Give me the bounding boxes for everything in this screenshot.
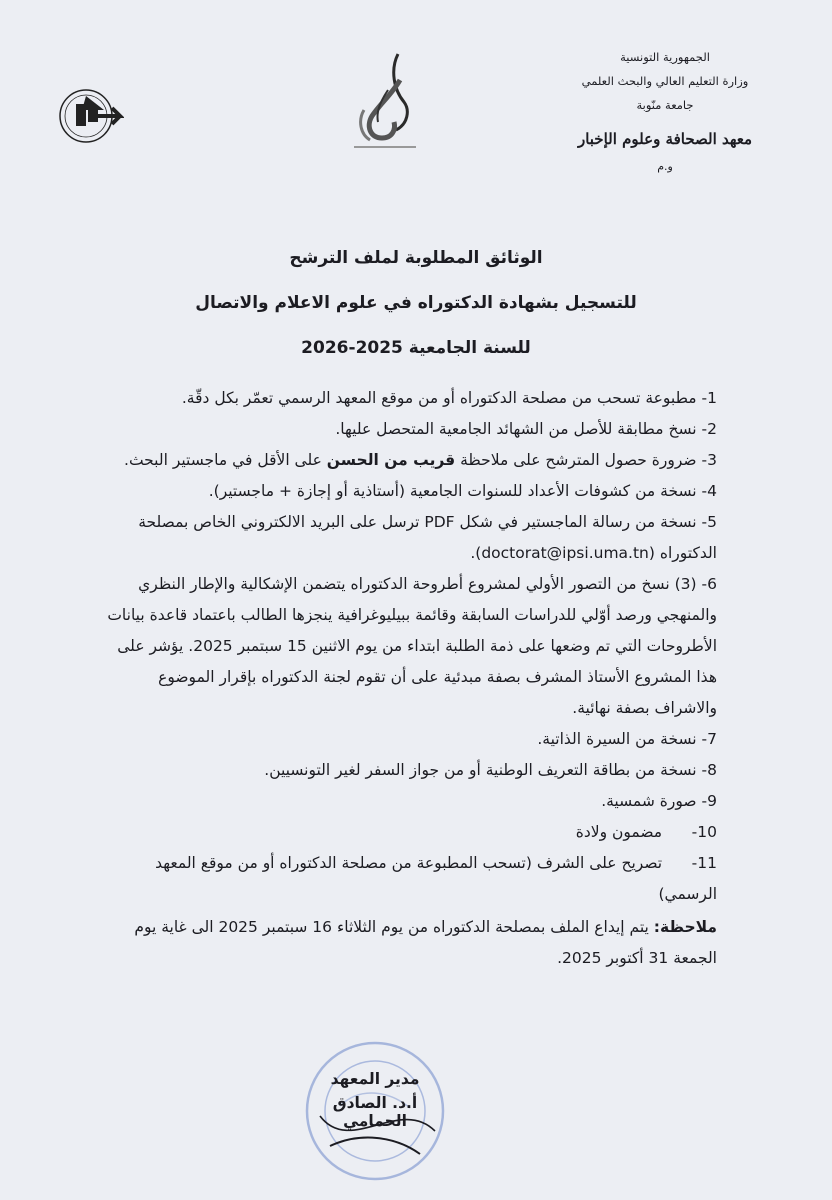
list-item [92,507,717,569]
list-item [92,786,717,817]
item-text: (3) نسخ من التصور الأولي لمشروع أطروحة الدكتوراه يتضمن الإشكالية والإطار النظري والمنهجي ورصد أوّلي للدراسات السابقة وقائمة ببيليوغرافية ينجزها الطالب باعتماد قاعدة بيانات الأطروحات التي تم وضعها على ذمة الطلبة ابتداء من يوم الاثنين 15 سبتمبر 2025. يؤشر على هذا المشروع الأستاذ المشرف بصفة مبدئية على أن تقوم لجنة الدكتوراه بإقرار الموضوع والاشراف بصفة نهائية. [107,575,717,717]
note-paragraph [92,912,717,974]
list-item [92,476,717,507]
item-text: مضمون ولادة [575,823,663,841]
requirements-list [92,383,717,974]
item-number: 2- [701,420,717,438]
item-text: نسخة من بطاقة التعريف الوطنية أو من جواز السفر لغير التونسيين. [264,761,697,779]
header-block [550,50,780,173]
item-text: مطبوعة تسحب من مصلحة الدكتوراه أو من موقع المعهد الرسمي تعمّر بكل دقّة. [181,389,697,407]
item-number: 3- [701,451,717,469]
institute-name: معهد الصحافة وعلوم الإخبار [577,130,753,148]
title-2: للتسجيل بشهادة الدكتوراه في علوم الاعلام والاتصال [195,293,637,313]
note-label: ملاحظة: [653,918,717,936]
item-text: صورة شمسية. [601,792,697,810]
university-logo-icon [350,50,420,160]
signature-name: أ.د. الصادق الحمامي [332,1094,418,1130]
reference-line: و.م [657,160,673,173]
item-number: 5- [701,513,717,531]
item-number: 7- [701,730,717,748]
item-number: 4- [701,482,717,500]
university-line: جامعة منّوبة [636,98,694,112]
item-number: 9- [701,792,717,810]
list-item [92,755,717,786]
item-text: نسخة من رسالة الماجستير في شكل PDF ترسل على البريد الالكتروني الخاص بمصلحة الدكتوراه (doctorat@ipsi.uma.tn). [138,513,717,562]
list-item [92,817,717,848]
list-item [92,724,717,755]
item-text: تصريح على الشرف (تسحب المطبوعة من مصلحة الدكتوراه أو من موقع المعهد الرسمي) [155,854,717,903]
item-text: نسخ مطابقة للأصل من الشهائد الجامعية المتحصل عليها. [335,420,697,438]
list-item [92,414,717,445]
ministry-line: وزارة التعليم العالي والبحث العلمي [581,74,749,88]
item-text: نسخة من كشوفات الأعداد للسنوات الجامعية (أستاذية أو إجازة + ماجستير). [208,482,697,500]
institute-logo-icon [58,82,124,148]
list-item [92,383,717,414]
republic-line: الجمهورية التونسية [620,50,710,64]
title-3: للسنة الجامعية 2025-2026 [301,338,531,358]
signature-block [300,1070,450,1136]
item-number: 10- [691,823,717,841]
title-1: الوثائق المطلوبة لملف الترشح [289,248,543,268]
item-number: 8- [701,761,717,779]
item-text: نسخة من السيرة الذاتية. [537,730,697,748]
list-item [92,848,717,910]
item-bold-text: قريب من الحسن [326,451,456,469]
list-item [92,569,717,724]
list-item [92,445,717,476]
item-number: 11- [691,854,717,872]
item-number: 6- [701,575,717,593]
item-text: ضرورة حصول المترشح على ملاحظة [455,451,697,469]
signature-role: مدير المعهد [330,1070,420,1088]
note-text: يتم إيداع الملف بمصلحة الدكتوراه من يوم الثلاثاء 16 سبتمبر 2025 الى غاية يوم الجمعة 31 أكتوبر 2025. [134,918,717,967]
item-number: 1- [701,389,717,407]
document-titles [0,248,832,383]
item-text: على الأقل في ماجستير البحث. [124,451,327,469]
